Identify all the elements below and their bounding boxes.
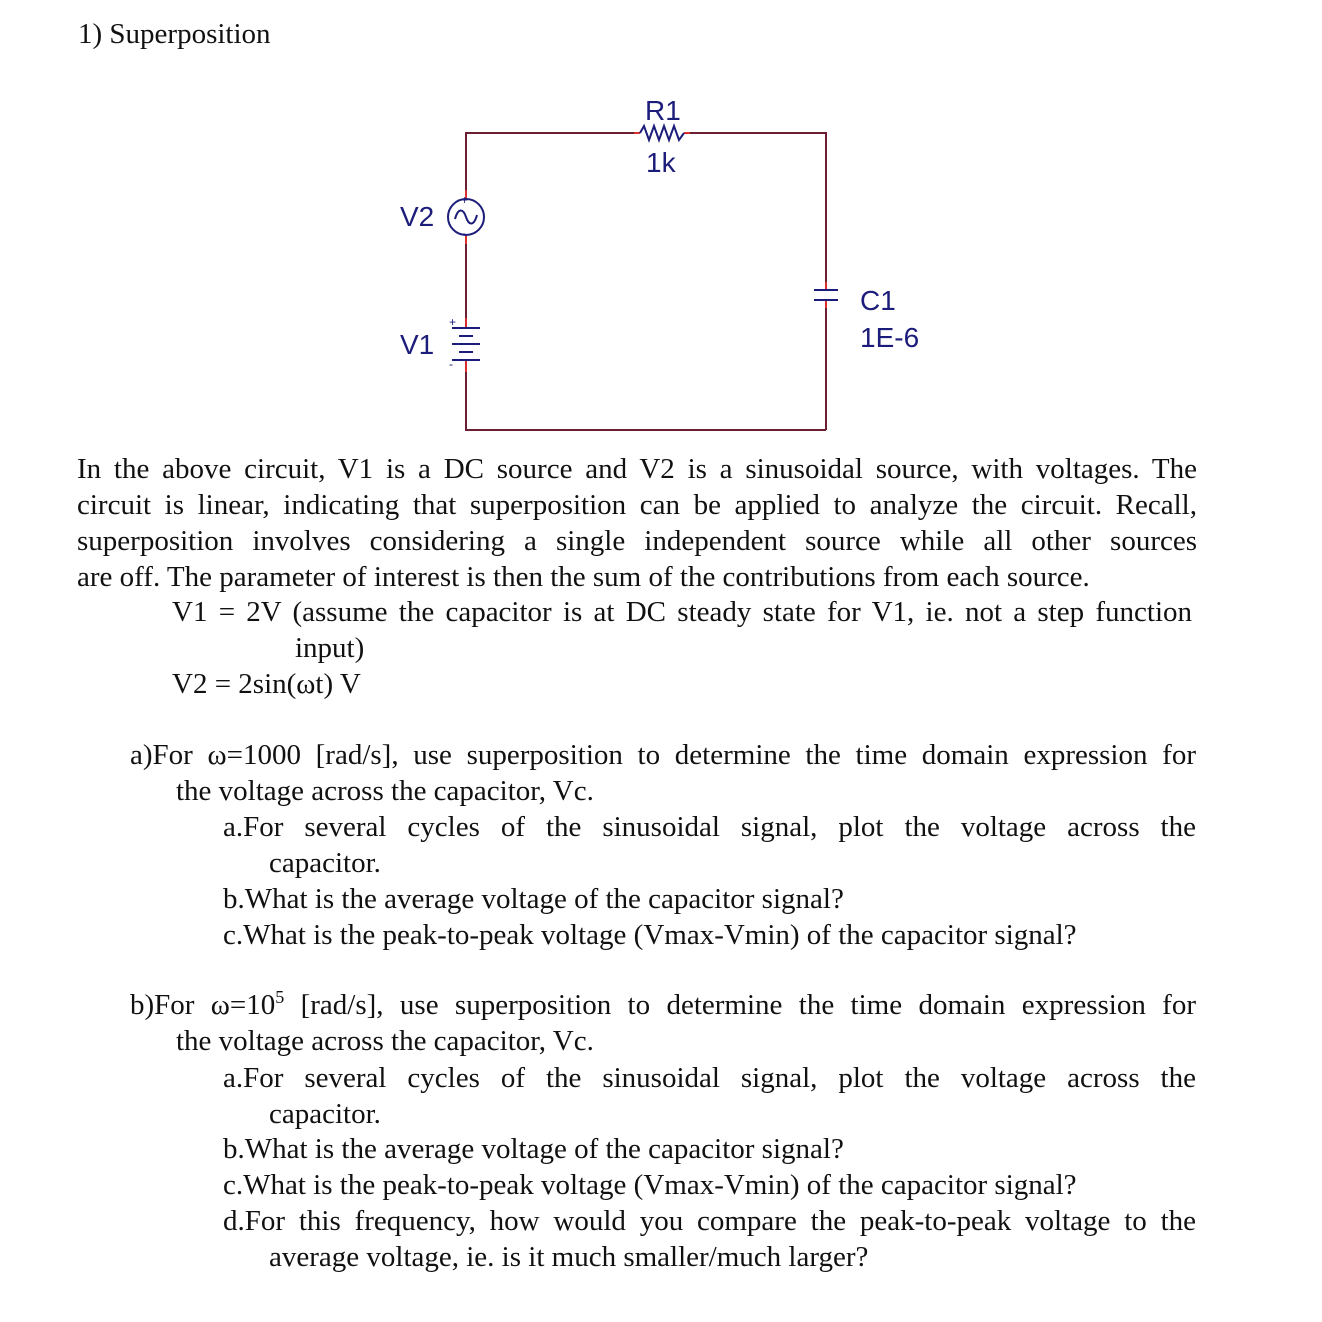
page-title: 1) Superposition: [78, 18, 271, 50]
source-v2: [400, 190, 484, 244]
part-b-question-d-cont: average voltage, ie. is it much smaller/much larger?: [269, 1241, 869, 1273]
v2-definition: V2 = 2sin(ωt) V: [172, 668, 361, 700]
v1-label: V1: [400, 329, 435, 360]
part-b-question-d: d.For this frequency, how would you compare the peak-to-peak voltage to the: [223, 1205, 1196, 1237]
part-a-question-b: b.What is the average voltage of the capacitor signal?: [223, 883, 844, 915]
c1-label: C1: [860, 285, 896, 316]
r1-label: R1: [645, 95, 681, 126]
part-b-question-b: b.What is the average voltage of the capacitor signal?: [223, 1133, 844, 1165]
r1-value: 1k: [646, 147, 676, 178]
part-b-question-a: a.For several cycles of the sinusoidal signal, plot the voltage across the: [223, 1062, 1196, 1094]
v1-plus-sign: +: [449, 315, 457, 329]
part-b-question-c: c.What is the peak-to-peak voltage (Vmax-Vmin) of the capacitor signal?: [223, 1169, 1077, 1201]
intro-line: circuit is linear, indicating that superposition can be applied to analyze the circuit. Recall,: [77, 489, 1197, 521]
part-b-heading-post: [rad/s], use superposition to determine the time domain expression for: [284, 989, 1196, 1021]
capacitor-c1: [814, 282, 919, 353]
circuit-diagram: [0, 0, 1322, 450]
part-b-heading-pre: b)For ω=10: [130, 989, 276, 1021]
intro-paragraph: [77, 451, 1197, 595]
part-b-exponent: 5: [275, 987, 285, 1007]
part-a-question-a-cont: capacitor.: [269, 847, 381, 879]
part-a-question-a: a.For several cycles of the sinusoidal signal, plot the voltage across the: [223, 811, 1196, 843]
part-a-heading: a)For ω=1000 [rad/s], use superposition to determine the time domain expression for: [130, 739, 1196, 771]
v2-label: V2: [400, 201, 435, 232]
source-v1: [400, 315, 480, 372]
v1-definition: V1 = 2V (assume the capacitor is at DC steady state for V1, ie. not a step function: [172, 596, 1192, 628]
c1-value: 1E-6: [860, 322, 920, 353]
part-b-heading-cont: the voltage across the capacitor, Vc.: [176, 1025, 594, 1057]
resistor-r1: [634, 95, 690, 178]
intro-line: superposition involves considering a single independent source while all other sources: [77, 525, 1197, 557]
v2-plus-sign: +: [461, 193, 469, 207]
v2-minus-sign: -: [462, 226, 466, 240]
part-a-question-c: c.What is the peak-to-peak voltage (Vmax-Vmin) of the capacitor signal?: [223, 919, 1077, 951]
intro-line: In the above circuit, V1 is a DC source and V2 is a sinusoidal source, with voltages. The: [77, 453, 1197, 485]
part-b-heading: [130, 987, 1196, 1023]
v1-definition-cont: input): [295, 632, 365, 664]
part-b-question-a-cont: capacitor.: [269, 1098, 381, 1130]
part-a-heading-cont: the voltage across the capacitor, Vc.: [176, 775, 594, 807]
intro-line: are off. The parameter of interest is then the sum of the contributions from each source.: [77, 561, 1090, 593]
v1-minus-sign: -: [449, 357, 453, 371]
